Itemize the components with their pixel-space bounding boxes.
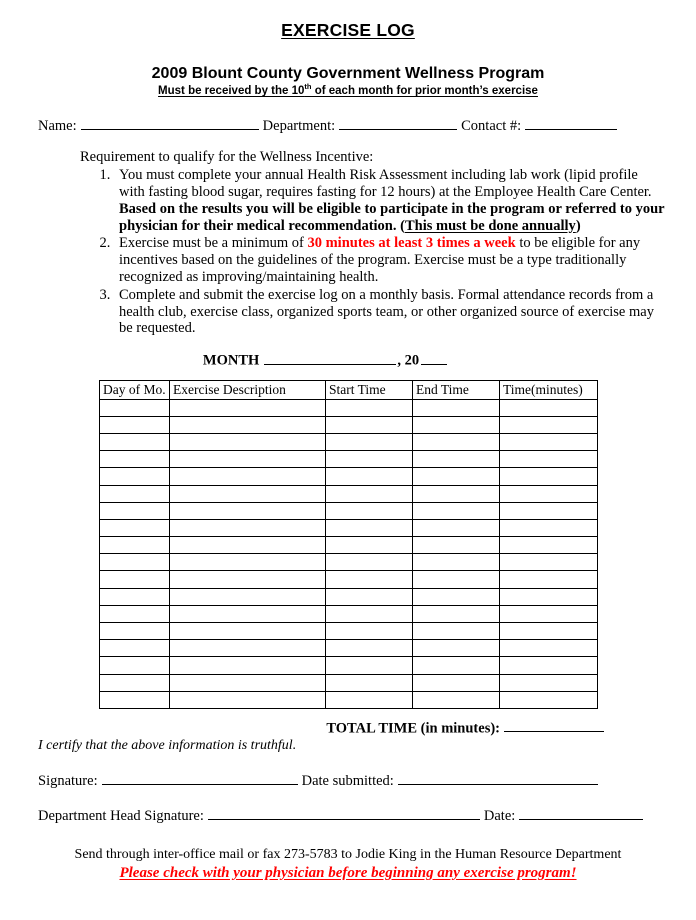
table-cell[interactable] (100, 640, 170, 657)
table-cell[interactable] (100, 502, 170, 519)
table-cell[interactable] (326, 433, 413, 450)
table-cell[interactable] (170, 433, 326, 450)
department-head-input[interactable] (208, 807, 480, 820)
table-cell[interactable] (100, 657, 170, 674)
requirement-item-2 (114, 235, 666, 285)
table-cell[interactable] (500, 554, 598, 571)
column-header-minutes: Time(minutes) (500, 380, 598, 399)
column-header-end-time: End Time (413, 380, 500, 399)
total-time-input[interactable] (504, 719, 604, 732)
table-row (100, 519, 598, 536)
table-cell[interactable] (326, 640, 413, 657)
requirement-1-annual-note: This must be done annually (404, 217, 576, 234)
month-label: MONTH (202, 352, 260, 369)
department-head-row (0, 807, 696, 825)
requirements-block (0, 149, 696, 337)
table-cell[interactable] (500, 571, 598, 588)
name-label: Name: (38, 118, 77, 135)
table-cell[interactable] (500, 416, 598, 433)
department-label: Department: (262, 118, 336, 135)
table-row (100, 588, 598, 605)
table-cell[interactable] (326, 519, 413, 536)
table-cell[interactable] (326, 605, 413, 622)
table-cell[interactable] (100, 605, 170, 622)
page-title (0, 20, 696, 41)
send-instructions: Send through inter-office mail or fax 273-5783 to Jodie King in the Human Resource Department (74, 846, 622, 862)
month-input[interactable] (264, 351, 396, 364)
table-cell[interactable] (100, 485, 170, 502)
requirement-1-plain: You must complete your annual Health Risk Assessment including lab work (lipid profile with fasting blood sugar, requires fasting for 12 hours) at the Employee Health Care Center. (119, 167, 652, 200)
table-cell[interactable] (100, 623, 170, 640)
date-input[interactable] (519, 807, 643, 820)
requirement-1-bold: Based on the results you will be eligible to participate in the program or referred to your physician for their medical recommendation. (119, 200, 665, 234)
table-row (100, 640, 598, 657)
program-title: 2009 Blount County Government Wellness Program (151, 65, 545, 82)
contact-input[interactable] (525, 117, 617, 130)
table-cell[interactable] (413, 588, 500, 605)
table-row (100, 485, 598, 502)
table-cell[interactable] (413, 657, 500, 674)
table-cell[interactable] (326, 399, 413, 416)
signature-label: Signature: (38, 772, 98, 789)
table-cell[interactable] (170, 502, 326, 519)
table-cell[interactable] (500, 399, 598, 416)
table-row (100, 554, 598, 571)
exercise-log-document (0, 20, 696, 920)
table-cell[interactable] (500, 691, 598, 708)
table-row (100, 502, 598, 519)
contact-label: Contact #: (461, 118, 522, 135)
table-cell[interactable] (100, 537, 170, 554)
table-cell[interactable] (170, 691, 326, 708)
requirement-2-before: Exercise must be a minimum of (119, 235, 308, 252)
table-cell[interactable] (170, 485, 326, 502)
table-row (100, 691, 598, 708)
table-cell[interactable] (413, 623, 500, 640)
identity-row (0, 117, 696, 135)
table-row (100, 674, 598, 691)
table-cell[interactable] (170, 605, 326, 622)
subtitle-after-text: of each month for prior month’s exercise (311, 85, 538, 97)
table-cell[interactable] (413, 519, 500, 536)
table-cell[interactable] (413, 433, 500, 450)
table-cell[interactable] (413, 451, 500, 468)
signature-row (0, 771, 696, 789)
table-cell[interactable] (413, 399, 500, 416)
table-cell[interactable] (500, 468, 598, 485)
column-header-start-time: Start Time (326, 380, 413, 399)
table-cell[interactable] (170, 399, 326, 416)
table-cell[interactable] (413, 571, 500, 588)
table-row (100, 537, 598, 554)
table-header (100, 380, 598, 399)
table-cell[interactable] (326, 468, 413, 485)
table-cell[interactable] (413, 416, 500, 433)
ordinal-suffix: th (304, 82, 312, 92)
year-input[interactable] (421, 351, 447, 364)
table-cell[interactable] (100, 416, 170, 433)
physician-warning (0, 864, 696, 882)
department-head-label: Department Head Signature: (38, 807, 204, 824)
table-cell[interactable] (100, 691, 170, 708)
table-cell[interactable] (170, 623, 326, 640)
requirement-2-highlight: 30 minutes at least 3 times a week (307, 235, 516, 252)
table-cell[interactable] (500, 640, 598, 657)
date-submitted-input[interactable] (398, 771, 598, 784)
table-cell[interactable] (326, 451, 413, 468)
department-input[interactable] (339, 117, 457, 130)
table-cell[interactable] (100, 588, 170, 605)
requirement-2-after: to be eligible for any incentives based on the guidelines of the program. Exercise must be a type traditionally recognized as improving/maintaining health. (119, 235, 641, 285)
table-cell[interactable] (500, 433, 598, 450)
table-cell[interactable] (170, 451, 326, 468)
program-subtitle-underlined (158, 82, 538, 97)
date-submitted-label: Date submitted: (301, 772, 394, 789)
table-cell[interactable] (326, 623, 413, 640)
exercise-log-table-wrapper (99, 380, 597, 709)
table-cell[interactable] (326, 502, 413, 519)
table-cell[interactable] (170, 571, 326, 588)
table-cell[interactable] (413, 485, 500, 502)
table-cell[interactable] (413, 554, 500, 571)
table-cell[interactable] (413, 640, 500, 657)
table-cell[interactable] (500, 674, 598, 691)
table-row (100, 657, 598, 674)
table-cell[interactable] (326, 416, 413, 433)
exercise-log-table (99, 380, 598, 709)
table-cell[interactable] (326, 691, 413, 708)
requirements-list (80, 167, 666, 337)
table-cell[interactable] (413, 468, 500, 485)
table-cell[interactable] (170, 657, 326, 674)
table-row (100, 416, 598, 433)
table-cell[interactable] (170, 674, 326, 691)
table-row (100, 605, 598, 622)
subtitle-before-text: Must be received by the 10 (158, 85, 305, 97)
table-cell[interactable] (500, 605, 598, 622)
table-row (100, 571, 598, 588)
table-body (100, 399, 598, 708)
signature-input[interactable] (102, 771, 298, 784)
month-separator: , 20 (397, 352, 420, 369)
table-cell[interactable] (500, 537, 598, 554)
table-row (100, 451, 598, 468)
table-cell[interactable] (500, 623, 598, 640)
table-cell[interactable] (170, 588, 326, 605)
table-cell[interactable] (100, 554, 170, 571)
table-cell[interactable] (326, 571, 413, 588)
table-cell[interactable] (100, 519, 170, 536)
month-line (0, 351, 696, 369)
column-header-day: Day of Mo. (100, 380, 170, 399)
table-cell[interactable] (326, 537, 413, 554)
table-cell[interactable] (326, 674, 413, 691)
table-cell[interactable] (500, 588, 598, 605)
table-cell[interactable] (170, 468, 326, 485)
table-cell[interactable] (170, 519, 326, 536)
table-cell[interactable] (413, 691, 500, 708)
table-row (100, 468, 598, 485)
table-cell[interactable] (170, 640, 326, 657)
table-cell[interactable] (170, 416, 326, 433)
requirement-1-paren-open: ( (400, 217, 405, 234)
requirements-intro: Requirement to qualify for the Wellness Incentive: (80, 149, 374, 166)
total-time-label: TOTAL TIME (in minutes): (326, 720, 500, 737)
table-cell[interactable] (326, 657, 413, 674)
table-cell[interactable] (500, 502, 598, 519)
table-cell[interactable] (170, 537, 326, 554)
table-cell[interactable] (100, 674, 170, 691)
table-cell[interactable] (413, 674, 500, 691)
program-subtitle (0, 82, 696, 97)
table-cell[interactable] (500, 485, 598, 502)
certification-statement: I certify that the above information is truthful. (38, 738, 297, 754)
total-time-line (0, 719, 696, 737)
name-input[interactable] (81, 117, 259, 130)
requirement-item-1 (114, 167, 666, 234)
requirement-item-3 (114, 287, 666, 337)
table-row (100, 433, 598, 450)
table-cell[interactable] (100, 399, 170, 416)
table-cell[interactable] (100, 571, 170, 588)
table-cell[interactable] (100, 468, 170, 485)
table-cell[interactable] (326, 485, 413, 502)
table-cell[interactable] (326, 588, 413, 605)
table-cell[interactable] (100, 451, 170, 468)
requirement-3-text: Complete and submit the exercise log on a monthly basis. Formal attendance records from a health club, exercise class, organized sports team, or other organized source of exercise may be requested. (119, 286, 654, 337)
table-cell[interactable] (500, 451, 598, 468)
table-cell[interactable] (413, 605, 500, 622)
table-cell[interactable] (413, 502, 500, 519)
requirement-1-paren-close: ) (575, 217, 581, 234)
table-header-row (100, 380, 598, 399)
column-header-description: Exercise Description (170, 380, 326, 399)
physician-warning-text: Please check with your physician before beginning any exercise program! (119, 864, 577, 881)
table-row (100, 399, 598, 416)
table-cell[interactable] (326, 554, 413, 571)
table-cell[interactable] (413, 537, 500, 554)
table-row (100, 623, 598, 640)
table-cell[interactable] (100, 433, 170, 450)
table-cell[interactable] (170, 554, 326, 571)
table-cell[interactable] (500, 519, 598, 536)
page-title-text: EXERCISE LOG (281, 20, 415, 40)
table-cell[interactable] (500, 657, 598, 674)
date-label: Date: (483, 807, 516, 824)
